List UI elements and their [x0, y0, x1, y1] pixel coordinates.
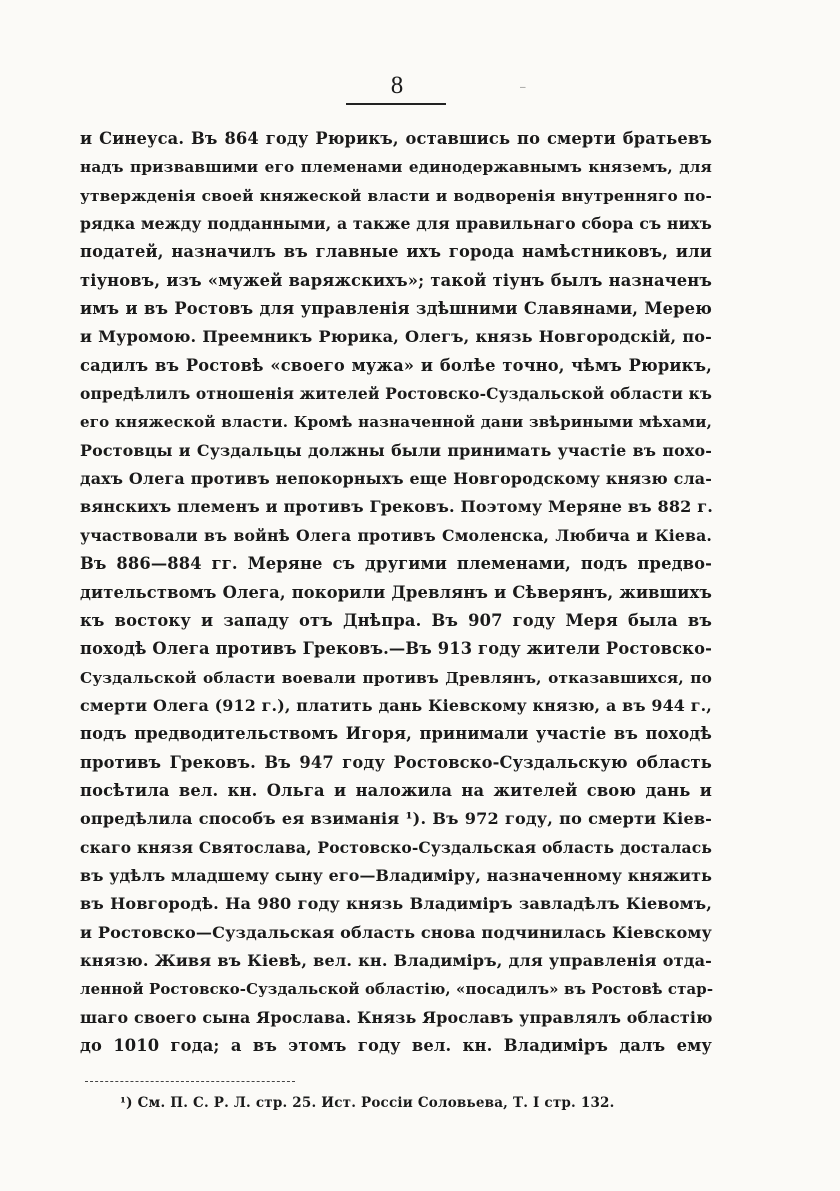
text-line: податей, назначилъ въ главные ихъ города намѣстниковъ, или: [80, 242, 712, 262]
text-line: его княжеской власти. Кромѣ назначенной дани звѣриными мѣхами,: [80, 413, 712, 432]
text-line: въ Новгородѣ. На 980 году князь Владиміръ завладѣлъ Кіевомъ,: [80, 894, 712, 914]
body-text: [80, 125, 712, 1060]
text-line: въ удѣлъ младшему сыну его—Владиміру, назначенному княжить: [80, 865, 713, 885]
text-line: и Синеуса. Въ 864 году Рюрикъ, оставшись по смерти братьевъ: [80, 129, 712, 148]
text-line: Ростовцы и Суздальцы должны были принимать участіе въ похо-: [80, 440, 712, 460]
header-rule: [346, 103, 446, 105]
text-line: и Ростовско—Суздальская область снова подчинилась Кіевскому: [80, 922, 712, 942]
text-line: вянскихъ племенъ и противъ Грековъ. Поэтому Меряне въ 882 г.: [80, 497, 714, 517]
page-number: 8: [390, 72, 404, 99]
text-line: рядка между подданными, а также для правильнаго сбора съ нихъ: [80, 214, 712, 234]
text-line: походѣ Олега противъ Грековъ.—Въ 913 году жители Ростовско-: [80, 639, 712, 659]
text-line: участвовали въ войнѣ Олега противъ Смоленска, Любича и Кіева.: [80, 525, 712, 545]
text-line: князю. Живя въ Кіевѣ, вел. кн. Владиміръ, для управленія отда-: [80, 950, 712, 970]
text-line: дахъ Олега противъ непокорныхъ еще Новгородскому князю сла-: [80, 469, 712, 489]
text-line: къ востоку и западу отъ Днѣпра. Въ 907 году Меря была въ: [80, 610, 712, 630]
text-line: подъ предводительствомъ Игоря, принимали участіе въ походѣ: [80, 724, 712, 744]
text-line: дительствомъ Олега, покорили Древлянъ и Сѣверянъ, жившихъ: [80, 582, 712, 602]
text-line: опредѣлила способъ ея взиманія ¹). Въ 972 году, по смерти Кіев-: [80, 809, 712, 829]
text-line: скаго князя Святослава, Ростовско-Суздальская область досталась: [80, 837, 712, 857]
footnote-rule: [85, 1081, 295, 1082]
text-line: надъ призвавшими его племенами единодержавнымъ княземъ, для: [80, 158, 712, 177]
text-line: опредѣлилъ отношенія жителей Ростовско-Суздальской области къ: [80, 384, 712, 404]
text-line: ленной Ростовско-Суздальской областію, «посадилъ» въ Ростовѣ стар-: [80, 980, 714, 999]
text-line: посѣтила вел. кн. Ольга и наложила на жителей свою дань и: [80, 780, 712, 800]
text-line: утвержденія своей княжеской власти и водворенія внутренняго по-: [80, 186, 712, 205]
footnote: ¹) См. П. С. Р. Л. стр. 25. Ист. Россіи Соловьева, Т. I стр. 132.: [120, 1095, 615, 1111]
text-line: смерти Олега (912 г.), платить дань Кіевскому князю, а въ 944 г.,: [80, 695, 712, 715]
header-mark: –: [520, 82, 526, 93]
text-line: до 1010 года; а въ этомъ году вел. кн. Владиміръ далъ ему: [80, 1036, 712, 1055]
text-line: садилъ въ Ростовѣ «своего мужа» и болѣе точно, чѣмъ Рюрикъ,: [80, 355, 712, 375]
text-line: Въ 886—884 гг. Меряне съ другими племенами, подъ предво-: [80, 554, 712, 574]
text-line: и Муромою. Преемникъ Рюрика, Олегъ, князь Новгородскій, по-: [80, 327, 712, 347]
text-line: тіуновъ, изъ «мужей варяжскихъ»; такой тіунъ былъ назначенъ: [80, 270, 712, 290]
text-line: противъ Грековъ. Въ 947 году Ростовско-Суздальскую область: [80, 752, 712, 772]
text-line: шаго своего сына Ярослава. Князь Ярославъ управлялъ областію: [80, 1007, 713, 1027]
text-line: имъ и въ Ростовъ для управленія здѣшними Славянами, Мерею: [80, 299, 712, 319]
text-line: Суздальской области воевали противъ Древлянъ, отказавшихся, по: [80, 668, 712, 687]
